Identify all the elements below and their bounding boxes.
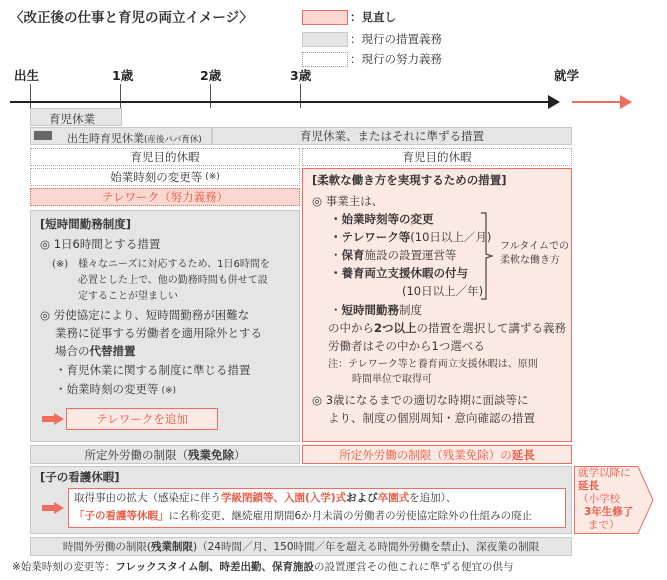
junan-select-line2: 労働者はその中から1つ選べる [328, 339, 485, 353]
tanjikan-item1: ◎ 1日6時間とする措置 [40, 237, 161, 251]
timeline-tick-3y [300, 84, 301, 108]
kango-l1e: を追加）、 [409, 492, 457, 504]
shigyo-jikoku-mark: (※) [205, 172, 220, 182]
timeline-label-3y: 3歳 [290, 68, 312, 83]
junan-opt3 [330, 247, 457, 264]
shoteigai-left-c: ） [234, 447, 246, 462]
footnote-c: の設置運営その他これに準ずる便宜の供与 [313, 561, 514, 573]
mokuteki-left-label: 育児目的休暇 [130, 150, 200, 164]
legend-label-sochi-gimu: ：現行の措置義務 [350, 32, 442, 46]
shoteigai-right-extend: 延長 [511, 447, 535, 462]
kango-l1b: 学級閉鎖等、入園(入学)式 [221, 492, 347, 504]
junan-title: [柔軟な働き方を実現するための措置] [312, 173, 507, 187]
jikangai-c: )（24時間／月、150時間／年を超える時間外労働を禁止)、深夜業の制限 [193, 541, 540, 553]
tanjikan-item2-line2: 業務に従事する労働者を適用除外とする [55, 326, 262, 340]
junan-opt5a: ・ [330, 303, 342, 317]
jikangai-b: 残業制限 [151, 541, 193, 553]
arrow-right-icon [42, 502, 64, 514]
junan-note-line1: 注：テレワーク等と養育両立支援休暇は、原則 [328, 359, 538, 370]
telework-add-box [66, 408, 218, 430]
shigyo-jikoku-bar [30, 168, 300, 186]
tanjikan-item2-line1: ◎ 労使協定により、短時間勤務が困難な [40, 308, 250, 322]
legend-label-minaoshi: ：見直し [350, 10, 396, 24]
mokuteki-right-label: 育児目的休暇 [402, 150, 472, 164]
extend-line1: 就学以降に [578, 467, 631, 479]
junan-select-line1 [328, 320, 566, 337]
junan-intro: ◎ 事業主は、 [312, 194, 384, 208]
brace-icon [480, 212, 494, 300]
shoteigai-left-b: 残業免除 [188, 447, 234, 462]
tanjikan-sub1: ・育児休業に関する制度に準じる措置 [55, 363, 251, 377]
extend-line2: 延長 [578, 480, 599, 492]
kango-line2 [74, 508, 532, 525]
junan-opt4: ・養育両立支援休暇の付与 [330, 266, 468, 280]
kango-l2a: 「子の看護等休暇」 [74, 510, 169, 522]
junan-opt5 [330, 302, 422, 319]
junan-opt3c: 施設の設置運営等 [364, 248, 457, 262]
junan-opt3a: ・ [330, 248, 342, 262]
tanjikan-daitai: 代替措置 [89, 344, 136, 358]
jikangai-bar [30, 537, 572, 556]
timeline-tick-birth [30, 84, 31, 108]
footnote-a: ※始業時刻の変更等： [12, 561, 116, 573]
jikangai-a: 時間外労働の制限( [62, 541, 151, 553]
sango-papa-note: (産後パパ育休) [144, 135, 202, 145]
tanjikan-sub2b: (※) [161, 386, 177, 396]
telework-add-label: テレワークを追加 [96, 412, 188, 426]
junan-item2-line1: ◎ 3歳になるまでの適切な時期に面談等に [312, 393, 529, 407]
sango-papa-label: 出生時育児休業 [67, 132, 144, 145]
extension-arrowhead [620, 95, 632, 109]
tanjikan-title: [短時間勤務制度] [40, 217, 132, 231]
extend-line5: まで） [588, 519, 620, 531]
junan-sel1a: の中から [328, 321, 374, 335]
mokuteki-left-bar [30, 148, 300, 166]
tanjikan-sub2 [55, 381, 176, 400]
junan-opt2 [330, 229, 491, 246]
timeline-line [10, 101, 550, 103]
tanjikan-note-line3: 定することが望ましい [78, 291, 178, 302]
junan-opt5c: 制度 [399, 303, 422, 317]
junan-sel1c: の措置を選択して講ずる義務 [416, 321, 567, 335]
junan-item2-line2: より、制度の個別周知・意向確認の措置 [328, 411, 535, 425]
tanjikan-item2-line3 [55, 343, 136, 360]
shoteigai-right-bar [302, 445, 572, 464]
extend-line4: 3年生修了 [584, 506, 634, 518]
kango-l1d: 卒園式 [377, 492, 410, 504]
kango-title: [子の看護休暇] [40, 470, 120, 484]
timeline-label-birth: 出生 [14, 68, 40, 83]
kango-l1c: および [346, 492, 378, 504]
brace-label-line1: フルタイムでの [500, 241, 569, 252]
shoteigai-left-a: 所定外労働の制限（ [84, 447, 188, 462]
junan-opt2a: ・テレワーク等 [330, 230, 411, 244]
tanjikan-note-mark: (※) [52, 259, 69, 270]
footnote [12, 559, 513, 576]
footnote-b: フレックスタイム制、時差出勤、保育施設 [115, 561, 314, 573]
junan-opt4b: (10日以上／年) [402, 284, 484, 298]
legend-swatch-gray [302, 32, 348, 47]
telework-doryoku-label: テレワーク（努力義務） [101, 190, 229, 204]
brace-label-line2: 柔軟な働き方 [500, 255, 560, 266]
legend-swatch-dotted [302, 52, 348, 67]
legend-label-doryoku-gimu: ：現行の努力義務 [350, 52, 442, 66]
kango-line1 [74, 490, 456, 507]
timeline-arrowhead [548, 95, 560, 109]
tanjikan-item2-line3a: 場合の [55, 344, 90, 358]
junan-opt3b: 保育 [341, 248, 365, 262]
timeline-label-1y: 1歳 [112, 68, 134, 83]
arrow-right-icon [42, 413, 64, 425]
kango-l1a: 取得事由の拡大（感染症に伴う [74, 492, 221, 504]
timeline-tick-1y [120, 84, 121, 108]
shigyo-jikoku-label: 始業時刻の変更等 [110, 170, 203, 184]
page-title: 〈改正後の仕事と育児の両立イメージ〉 [10, 10, 253, 26]
ikuji-kyugyo-jun-label: 育児休業、またはそれに準ずる措置 [300, 129, 484, 143]
extension-arrow-line [572, 101, 622, 103]
sango-papa-bar [30, 127, 212, 145]
tanjikan-note-line2: 必置とした上で、他の勤務時間も併せて設 [78, 275, 268, 286]
junan-opt5b: 短時間勤務 [341, 303, 399, 317]
timeline-tick-2y [210, 84, 211, 108]
ikuji-kyugyo-bar [30, 108, 122, 126]
junan-note-line2: 時間単位で取得可 [352, 374, 432, 385]
legend-swatch-pink [302, 10, 348, 25]
tanjikan-note-line1: 様々なニーズに対応するため、1日6時間を [78, 259, 270, 270]
junan-opt2b: (10日以上／月) [410, 230, 492, 244]
kango-l2b: に名称変更、継続雇用期間6か月未満の労働者の労使協定除外の仕組みの廃止 [168, 510, 533, 522]
timeline-label-2y: 2歳 [200, 68, 222, 83]
mokuteki-right-bar [302, 148, 572, 166]
junan-sel1b: 2つ以上 [374, 321, 417, 335]
ikuji-kyugyo-jun-bar [212, 127, 572, 145]
junan-opt1: ・始業時刻等の変更 [330, 212, 434, 226]
ikuji-kyugyo-label: 育児休業 [49, 112, 95, 126]
extend-line3: （小学校 [578, 493, 620, 505]
timeline-label-school: 就学 [554, 68, 580, 83]
sango-papa-marker [34, 131, 52, 140]
shoteigai-right-label: 所定外労働の制限（残業免除）の [339, 447, 512, 462]
tanjikan-sub2a: ・始業時刻の変更等 [55, 382, 159, 396]
shoteigai-left-bar [30, 445, 300, 464]
telework-doryoku-bar [30, 188, 300, 206]
